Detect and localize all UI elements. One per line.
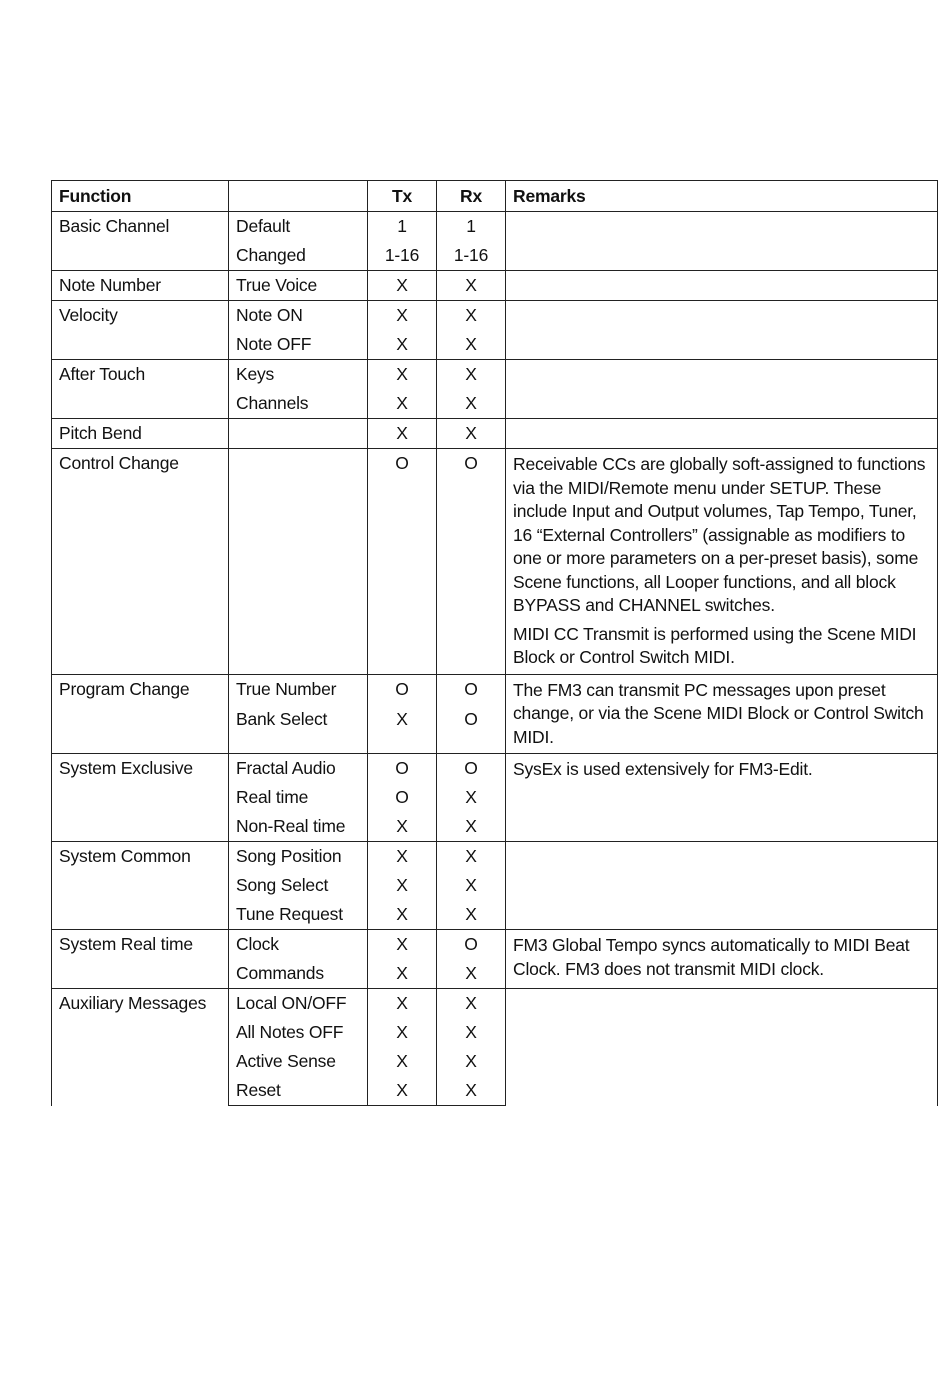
tx-value: X [368, 842, 437, 872]
tx-value: O [368, 674, 437, 705]
table-row [52, 212, 938, 242]
remarks-control-change [506, 449, 938, 675]
table-row [52, 449, 938, 675]
tx-value: 1 [368, 212, 437, 242]
rx-value: X [437, 389, 506, 419]
table-row [52, 989, 938, 1019]
function-pitch-bend: Pitch Bend [52, 419, 229, 449]
sub-non-real-time: Non-Real time [229, 812, 368, 842]
sub-default: Default [229, 212, 368, 242]
tx-value: O [368, 449, 437, 675]
table-row [52, 754, 938, 784]
rx-value: X [437, 271, 506, 301]
table-row [52, 271, 938, 301]
tx-value: X [368, 360, 437, 390]
tx-value: X [368, 871, 437, 900]
function-program-change: Program Change [52, 674, 229, 754]
tx-value: X [368, 301, 437, 331]
function-velocity: Velocity [52, 301, 229, 360]
remarks-note-number [506, 271, 938, 301]
rx-value: X [437, 1047, 506, 1076]
rx-value: X [437, 959, 506, 989]
tx-value: X [368, 900, 437, 930]
tx-value: X [368, 812, 437, 842]
function-system-exclusive: System Exclusive [52, 754, 229, 842]
sub-tune-request: Tune Request [229, 900, 368, 930]
function-after-touch: After Touch [52, 360, 229, 419]
table-row [52, 930, 938, 960]
sub-true-voice: True Voice [229, 271, 368, 301]
sub-empty [229, 449, 368, 675]
remarks-basic-channel [506, 212, 938, 271]
remarks-system-common [506, 842, 938, 930]
remarks-paragraph: MIDI CC Transmit is performed using the Scene MIDI Block or Control Switch MIDI. [513, 623, 917, 667]
function-system-common: System Common [52, 842, 229, 930]
remarks-paragraph: Receivable CCs are globally soft-assigned to functions via the MIDI/Remote menu under SETUP. These include Input and Output volumes, Tap Tempo, Tuner, 16 “External Controllers” (assignable as modifiers to one or more parameters on a per-preset basis), some Scene functions, all Looper functions, and all block BYPASS and CHANNEL switches. [513, 454, 926, 615]
tx-value: O [368, 754, 437, 784]
table-row [52, 360, 938, 390]
tx-value: X [368, 271, 437, 301]
rx-value: X [437, 360, 506, 390]
sub-note-off: Note OFF [229, 330, 368, 360]
function-system-real-time: System Real time [52, 930, 229, 989]
tx-value: X [368, 330, 437, 360]
tx-value: X [368, 1076, 437, 1106]
rx-value: 1 [437, 212, 506, 242]
sub-bank-select: Bank Select [229, 705, 368, 753]
sub-song-select: Song Select [229, 871, 368, 900]
table-row [52, 301, 938, 331]
rx-value: X [437, 989, 506, 1019]
header-rx: Rx [437, 181, 506, 212]
sub-note-on: Note ON [229, 301, 368, 331]
sub-channels: Channels [229, 389, 368, 419]
sub-song-position: Song Position [229, 842, 368, 872]
rx-value: 1-16 [437, 241, 506, 271]
sub-commands: Commands [229, 959, 368, 989]
sub-true-number: True Number [229, 674, 368, 705]
rx-value: O [437, 754, 506, 784]
rx-value: O [437, 705, 506, 753]
header-remarks: Remarks [506, 181, 938, 212]
sub-all-notes-off: All Notes OFF [229, 1018, 368, 1047]
rx-value: X [437, 1076, 506, 1106]
rx-value: O [437, 674, 506, 705]
tx-value: X [368, 1018, 437, 1047]
remarks-system-real-time: FM3 Global Tempo syncs automatically to MIDI Beat Clock. FM3 does not transmit MIDI clock. [506, 930, 938, 989]
tx-value: X [368, 1047, 437, 1076]
header-sub [229, 181, 368, 212]
sub-reset: Reset [229, 1076, 368, 1106]
sub-active-sense: Active Sense [229, 1047, 368, 1076]
sub-clock: Clock [229, 930, 368, 960]
tx-value: 1-16 [368, 241, 437, 271]
tx-value: X [368, 989, 437, 1019]
remarks-system-exclusive: SysEx is used extensively for FM3-Edit. [506, 754, 938, 842]
function-note-number: Note Number [52, 271, 229, 301]
rx-value: O [437, 449, 506, 675]
tx-value: X [368, 959, 437, 989]
sub-keys: Keys [229, 360, 368, 390]
rx-value: X [437, 842, 506, 872]
rx-value: X [437, 330, 506, 360]
sub-fractal-audio: Fractal Audio [229, 754, 368, 784]
sub-local-on-off: Local ON/OFF [229, 989, 368, 1019]
sub-changed: Changed [229, 241, 368, 271]
tx-value: X [368, 419, 437, 449]
rx-value: X [437, 301, 506, 331]
rx-value: X [437, 812, 506, 842]
remarks-velocity [506, 301, 938, 360]
rx-value: X [437, 900, 506, 930]
rx-value: X [437, 871, 506, 900]
table-header-row [52, 181, 938, 212]
rx-value: X [437, 783, 506, 812]
sub-real-time: Real time [229, 783, 368, 812]
midi-implementation-table [51, 180, 938, 1106]
tx-value: O [368, 783, 437, 812]
remarks-auxiliary-messages [506, 989, 938, 1106]
header-tx: Tx [368, 181, 437, 212]
header-function: Function [52, 181, 229, 212]
remarks-after-touch [506, 360, 938, 419]
tx-value: X [368, 389, 437, 419]
table-row [52, 842, 938, 872]
table-row [52, 419, 938, 449]
function-auxiliary-messages: Auxiliary Messages [52, 989, 229, 1106]
remarks-pitch-bend [506, 419, 938, 449]
sub-empty [229, 419, 368, 449]
tx-value: X [368, 930, 437, 960]
rx-value: X [437, 419, 506, 449]
function-control-change: Control Change [52, 449, 229, 675]
remarks-program-change: The FM3 can transmit PC messages upon preset change, or via the Scene MIDI Block or Control Switch MIDI. [506, 674, 938, 754]
rx-value: O [437, 930, 506, 960]
tx-value: X [368, 705, 437, 753]
rx-value: X [437, 1018, 506, 1047]
table-row [52, 674, 938, 705]
function-basic-channel: Basic Channel [52, 212, 229, 271]
